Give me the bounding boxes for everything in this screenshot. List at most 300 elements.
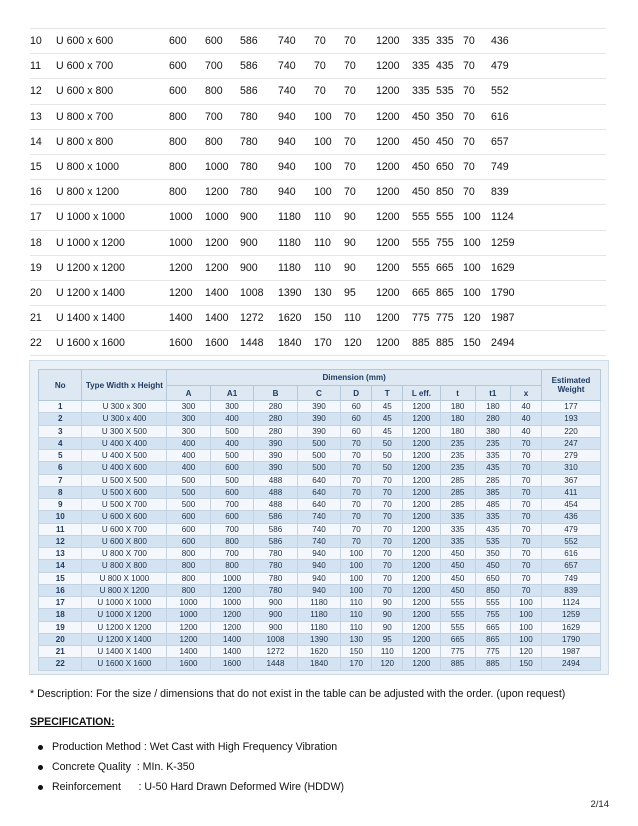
table-cell: 1390 <box>278 280 314 305</box>
table-cell: 839 <box>541 584 600 596</box>
table-cell: 90 <box>344 230 376 255</box>
table-cell: 193 <box>541 413 600 425</box>
table-cell: 600 <box>210 511 253 523</box>
table-cell: 70 <box>510 548 541 560</box>
table-cell: 1200 <box>376 79 412 104</box>
table-cell: U 600 X 700 <box>82 523 167 535</box>
table-cell: 800 <box>210 535 253 547</box>
table-cell: 900 <box>254 609 297 621</box>
table-cell: 1200 <box>167 621 210 633</box>
table-cell: 479 <box>541 523 600 535</box>
table-cell: 70 <box>510 572 541 584</box>
table-cell: 865 <box>436 280 463 305</box>
table-cell: 1000 <box>169 205 205 230</box>
table-cell: 70 <box>344 104 376 129</box>
table-cell: 940 <box>297 584 340 596</box>
table-cell: 600 <box>205 29 240 54</box>
table-cell: U 1000 x 1200 <box>56 230 169 255</box>
table-cell: 300 <box>167 425 210 437</box>
table-cell: 45 <box>372 413 403 425</box>
table-cell: 500 <box>297 450 340 462</box>
table-cell: 70 <box>344 79 376 104</box>
table-cell: 1200 <box>376 255 412 280</box>
table-row <box>30 104 606 129</box>
table-cell: 1200 <box>210 609 253 621</box>
table-cell: 90 <box>372 609 403 621</box>
table-cell: 70 <box>510 437 541 449</box>
table-cell: 1400 <box>169 306 205 331</box>
table-cell: U 500 X 600 <box>82 486 167 498</box>
table-cell: 285 <box>475 474 510 486</box>
table-cell: 70 <box>372 535 403 547</box>
table-cell: 1200 <box>403 523 440 535</box>
table-cell: 1200 <box>403 535 440 547</box>
table-cell: 479 <box>491 54 606 79</box>
table-cell: 40 <box>510 425 541 437</box>
table-cell: 70 <box>344 54 376 79</box>
table-cell: 70 <box>372 523 403 535</box>
table-cell: 400 <box>210 437 253 449</box>
table-cell: 50 <box>372 450 403 462</box>
table-cell: 45 <box>372 401 403 413</box>
table-cell: 1180 <box>278 230 314 255</box>
table-cell: U 600 x 800 <box>56 79 169 104</box>
header-subcolumn: A <box>167 386 210 401</box>
table-cell: U 1000 X 1000 <box>82 597 167 609</box>
table-cell: 500 <box>210 474 253 486</box>
table-cell: 180 <box>440 401 475 413</box>
table-cell: 740 <box>278 79 314 104</box>
table-cell: 13 <box>39 548 82 560</box>
table-cell: 310 <box>541 462 600 474</box>
table-cell: 800 <box>205 129 240 154</box>
table-cell: 780 <box>254 560 297 572</box>
table-cell: 70 <box>510 450 541 462</box>
table-cell: 1180 <box>297 597 340 609</box>
table-cell: 1200 <box>376 180 412 205</box>
table-cell: 390 <box>297 425 340 437</box>
table-cell: 50 <box>372 437 403 449</box>
table-cell: 740 <box>278 54 314 79</box>
table-cell: 1200 <box>167 633 210 645</box>
table-cell: 488 <box>254 474 297 486</box>
table-cell: 1272 <box>240 306 278 331</box>
table-cell: 885 <box>475 658 510 670</box>
table-cell: 400 <box>167 437 210 449</box>
table-cell: 1200 <box>403 609 440 621</box>
table-cell: 100 <box>341 572 372 584</box>
table-cell: 385 <box>475 486 510 498</box>
table-cell: 180 <box>440 413 475 425</box>
table-cell: 180 <box>475 401 510 413</box>
table-cell: 450 <box>440 572 475 584</box>
table-cell: 900 <box>240 230 278 255</box>
table-row <box>30 255 606 280</box>
table-cell: 800 <box>169 104 205 129</box>
table-cell: 1008 <box>254 633 297 645</box>
table-cell: 70 <box>510 560 541 572</box>
table-cell: 177 <box>541 401 600 413</box>
table-cell: 1200 <box>403 474 440 486</box>
table-row <box>39 548 601 560</box>
spec-item-text: Reinforcement : U-50 Hard Drawn Deformed Wire (HDDW) <box>52 781 344 793</box>
table-cell: 454 <box>541 499 600 511</box>
table-cell: 100 <box>314 180 344 205</box>
table-cell: U 400 X 500 <box>82 450 167 462</box>
table-cell: 70 <box>510 523 541 535</box>
table-cell: 850 <box>475 584 510 596</box>
table-cell: 130 <box>341 633 372 645</box>
table-cell: 586 <box>254 511 297 523</box>
table-cell: 400 <box>167 462 210 474</box>
table-cell: 21 <box>39 646 82 658</box>
table-cell: 70 <box>510 474 541 486</box>
table-cell: 435 <box>475 462 510 474</box>
table-cell: 800 <box>167 572 210 584</box>
bullet-dot-icon <box>38 785 43 790</box>
table-cell: 1200 <box>376 104 412 129</box>
table-cell: 600 <box>167 511 210 523</box>
table-cell: U 600 X 600 <box>82 511 167 523</box>
table-cell: 885 <box>412 331 436 356</box>
table-row <box>30 154 606 179</box>
table-cell: 95 <box>372 633 403 645</box>
table-cell: 70 <box>341 462 372 474</box>
table-cell: 1600 <box>205 331 240 356</box>
table-cell: 450 <box>436 129 463 154</box>
specification-list <box>38 741 344 801</box>
table-cell: 22 <box>30 331 56 356</box>
table-cell: 16 <box>30 180 56 205</box>
table-cell: U 600 x 700 <box>56 54 169 79</box>
table-cell: 616 <box>541 548 600 560</box>
table-cell: 390 <box>254 462 297 474</box>
table-row <box>39 499 601 511</box>
table-cell: 17 <box>30 205 56 230</box>
table-cell: 120 <box>344 331 376 356</box>
table-cell: 555 <box>475 597 510 609</box>
table-cell: 16 <box>39 584 82 596</box>
table-cell: 1180 <box>278 255 314 280</box>
table-cell: 130 <box>314 280 344 305</box>
table-cell: 100 <box>341 584 372 596</box>
table-cell: 1259 <box>491 230 606 255</box>
table-cell: 436 <box>541 511 600 523</box>
table-cell: 70 <box>372 584 403 596</box>
table-cell: 100 <box>314 154 344 179</box>
table-cell: 300 <box>167 413 210 425</box>
table-cell: 450 <box>440 548 475 560</box>
table-cell: 70 <box>510 511 541 523</box>
header-subcolumn: B <box>254 386 297 401</box>
table-cell: 22 <box>39 658 82 670</box>
table-cell: 20 <box>39 633 82 645</box>
spec-table-body <box>39 401 601 671</box>
table-cell: 280 <box>254 401 297 413</box>
table-cell: U 400 X 600 <box>82 462 167 474</box>
table-cell: 100 <box>463 280 491 305</box>
table-cell: 70 <box>463 54 491 79</box>
table-cell: 411 <box>541 486 600 498</box>
table-cell: 100 <box>341 548 372 560</box>
table-cell: U 800 x 1000 <box>56 154 169 179</box>
table-cell: 150 <box>341 646 372 658</box>
table-cell: 435 <box>436 54 463 79</box>
table-cell: 1200 <box>210 621 253 633</box>
table-cell: 775 <box>475 646 510 658</box>
table-cell: 1008 <box>240 280 278 305</box>
table-cell: 110 <box>314 255 344 280</box>
table-cell: 150 <box>314 306 344 331</box>
table-cell: 70 <box>341 474 372 486</box>
table-cell: 120 <box>510 646 541 658</box>
table-cell: 1200 <box>205 180 240 205</box>
header-subcolumn: t1 <box>475 386 510 401</box>
table-cell: 1987 <box>541 646 600 658</box>
table-cell: 235 <box>440 437 475 449</box>
table-cell: 235 <box>475 437 510 449</box>
table-cell: 488 <box>254 486 297 498</box>
table-row <box>39 437 601 449</box>
table-cell: 775 <box>440 646 475 658</box>
table-cell: 1200 <box>376 306 412 331</box>
table-cell: 1200 <box>403 425 440 437</box>
table-cell: 110 <box>341 609 372 621</box>
table-cell: 335 <box>412 29 436 54</box>
table-cell: 1400 <box>205 306 240 331</box>
table-cell: 70 <box>463 29 491 54</box>
table-cell: 95 <box>344 280 376 305</box>
table-cell: 60 <box>341 401 372 413</box>
table-cell: 780 <box>254 584 297 596</box>
table-cell: 100 <box>463 230 491 255</box>
table-cell: 70 <box>510 584 541 596</box>
table-cell: 13 <box>30 104 56 129</box>
spec-table <box>38 369 601 671</box>
spec-item-concrete <box>38 761 344 781</box>
table-row <box>39 572 601 584</box>
table-cell: 1790 <box>491 280 606 305</box>
table-cell: 11 <box>30 54 56 79</box>
table-cell: 850 <box>436 180 463 205</box>
table-cell: 900 <box>240 255 278 280</box>
table-cell: 700 <box>210 499 253 511</box>
table-cell: U 800 X 1000 <box>82 572 167 584</box>
table-cell: 900 <box>254 621 297 633</box>
table-cell: 70 <box>314 54 344 79</box>
table-cell: 657 <box>491 129 606 154</box>
table-cell: 400 <box>167 450 210 462</box>
table-cell: 665 <box>475 621 510 633</box>
table-row <box>39 646 601 658</box>
table-cell: 2494 <box>541 658 600 670</box>
table-cell: 940 <box>297 548 340 560</box>
table-cell: 18 <box>39 609 82 621</box>
specification-heading: SPECIFICATION: <box>30 716 115 728</box>
table-cell: 1200 <box>376 331 412 356</box>
table-cell: 390 <box>297 401 340 413</box>
table-cell: 70 <box>341 535 372 547</box>
table-cell: 839 <box>491 180 606 205</box>
table-cell: 1200 <box>403 401 440 413</box>
table-cell: 50 <box>372 462 403 474</box>
table-cell: 586 <box>254 535 297 547</box>
table-cell: 616 <box>491 104 606 129</box>
table-cell: 665 <box>412 280 436 305</box>
table-cell: 1600 <box>167 658 210 670</box>
table-cell: 70 <box>314 29 344 54</box>
table-cell: 100 <box>314 104 344 129</box>
header-subcolumn: t <box>440 386 475 401</box>
table-cell: 70 <box>372 548 403 560</box>
table-cell: 110 <box>314 230 344 255</box>
table-cell: 780 <box>254 572 297 584</box>
table-cell: 45 <box>372 425 403 437</box>
table-cell: 5 <box>39 450 82 462</box>
table-cell: 280 <box>254 413 297 425</box>
table-cell: U 1600 X 1600 <box>82 658 167 670</box>
table-cell: 1200 <box>403 413 440 425</box>
table-cell: 18 <box>30 230 56 255</box>
table-cell: 650 <box>436 154 463 179</box>
table-cell: 775 <box>412 306 436 331</box>
table-cell: 90 <box>372 597 403 609</box>
table-row <box>39 474 601 486</box>
table-row <box>39 523 601 535</box>
table-cell: U 1200 x 1400 <box>56 280 169 305</box>
table-cell: 800 <box>167 560 210 572</box>
table-cell: 390 <box>254 437 297 449</box>
table-cell: 335 <box>436 29 463 54</box>
table-cell: 1200 <box>403 646 440 658</box>
table-cell: 1200 <box>205 230 240 255</box>
table-cell: 150 <box>463 331 491 356</box>
table-cell: 450 <box>440 584 475 596</box>
table-cell: 1400 <box>210 646 253 658</box>
table-cell: 1200 <box>205 255 240 280</box>
table-cell: 657 <box>541 560 600 572</box>
table-cell: 500 <box>167 474 210 486</box>
table-cell: 367 <box>541 474 600 486</box>
table-cell: U 1400 X 1400 <box>82 646 167 658</box>
table-cell: 640 <box>297 499 340 511</box>
table-cell: U 800 X 700 <box>82 548 167 560</box>
table-cell: U 800 X 800 <box>82 560 167 572</box>
table-cell: 1840 <box>278 331 314 356</box>
header-weight: Estimated Weight <box>541 370 600 401</box>
table-cell: 900 <box>254 597 297 609</box>
table-cell: 390 <box>254 450 297 462</box>
table-cell: 280 <box>475 413 510 425</box>
table-cell: 555 <box>436 205 463 230</box>
table-cell: U 500 X 500 <box>82 474 167 486</box>
table-cell: 1000 <box>210 597 253 609</box>
table-cell: 1200 <box>376 29 412 54</box>
table-cell: 2 <box>39 413 82 425</box>
table-cell: 450 <box>440 560 475 572</box>
table-cell: 335 <box>440 511 475 523</box>
table-row <box>39 511 601 523</box>
table-cell: 450 <box>412 104 436 129</box>
table-cell: 70 <box>463 79 491 104</box>
table-cell: 940 <box>297 572 340 584</box>
table-cell: 1000 <box>205 154 240 179</box>
table-cell: 555 <box>440 621 475 633</box>
table-cell: 535 <box>475 535 510 547</box>
table-cell: 555 <box>440 609 475 621</box>
table-row <box>30 180 606 205</box>
table-cell: 14 <box>30 129 56 154</box>
table-cell: 1200 <box>403 486 440 498</box>
table-cell: 70 <box>344 180 376 205</box>
table-cell: 435 <box>475 523 510 535</box>
table-cell: 450 <box>412 154 436 179</box>
table-cell: 70 <box>463 104 491 129</box>
table-row <box>30 79 606 104</box>
table-cell: 70 <box>341 486 372 498</box>
bullet-dot-icon <box>38 745 43 750</box>
table-cell: 15 <box>30 154 56 179</box>
table-cell: 390 <box>297 413 340 425</box>
table-cell: 247 <box>541 437 600 449</box>
table-cell: 285 <box>440 486 475 498</box>
table-row <box>39 584 601 596</box>
table-cell: 70 <box>510 499 541 511</box>
bullet-dot-icon <box>38 765 43 770</box>
table-row <box>39 413 601 425</box>
table-cell: 1448 <box>240 331 278 356</box>
table-cell: 4 <box>39 437 82 449</box>
table-cell: U 800 X 1200 <box>82 584 167 596</box>
table-cell: U 400 X 400 <box>82 437 167 449</box>
table-row <box>39 658 601 670</box>
table-cell: 800 <box>167 548 210 560</box>
table-row <box>39 535 601 547</box>
table-cell: 1840 <box>297 658 340 670</box>
table-cell: U 800 x 800 <box>56 129 169 154</box>
table-cell: 1124 <box>541 597 600 609</box>
table-cell: 12 <box>39 535 82 547</box>
table-cell: 1124 <box>491 205 606 230</box>
table-row <box>39 633 601 645</box>
table-cell: U 600 x 600 <box>56 29 169 54</box>
table-cell: U 300 x 400 <box>82 413 167 425</box>
table-cell: 500 <box>297 437 340 449</box>
table-cell: U 500 X 700 <box>82 499 167 511</box>
table-cell: 1000 <box>210 572 253 584</box>
table-row <box>30 29 606 54</box>
table-cell: 220 <box>541 425 600 437</box>
table-cell: 600 <box>167 523 210 535</box>
table-cell: 6 <box>39 462 82 474</box>
table-cell: 110 <box>341 621 372 633</box>
table-cell: 1400 <box>210 633 253 645</box>
table-row <box>30 230 606 255</box>
table-row <box>30 280 606 305</box>
table-cell: 1200 <box>403 462 440 474</box>
table-cell: 70 <box>341 511 372 523</box>
table-cell: 600 <box>169 79 205 104</box>
table-cell: 780 <box>240 104 278 129</box>
table-cell: 1200 <box>210 584 253 596</box>
table-cell: 700 <box>205 104 240 129</box>
table-cell: 1200 <box>403 450 440 462</box>
table-cell: 350 <box>436 104 463 129</box>
header-subcolumn: L eff. <box>403 386 440 401</box>
table-cell: 1200 <box>403 658 440 670</box>
table-cell: 1620 <box>297 646 340 658</box>
table-cell: 450 <box>412 180 436 205</box>
